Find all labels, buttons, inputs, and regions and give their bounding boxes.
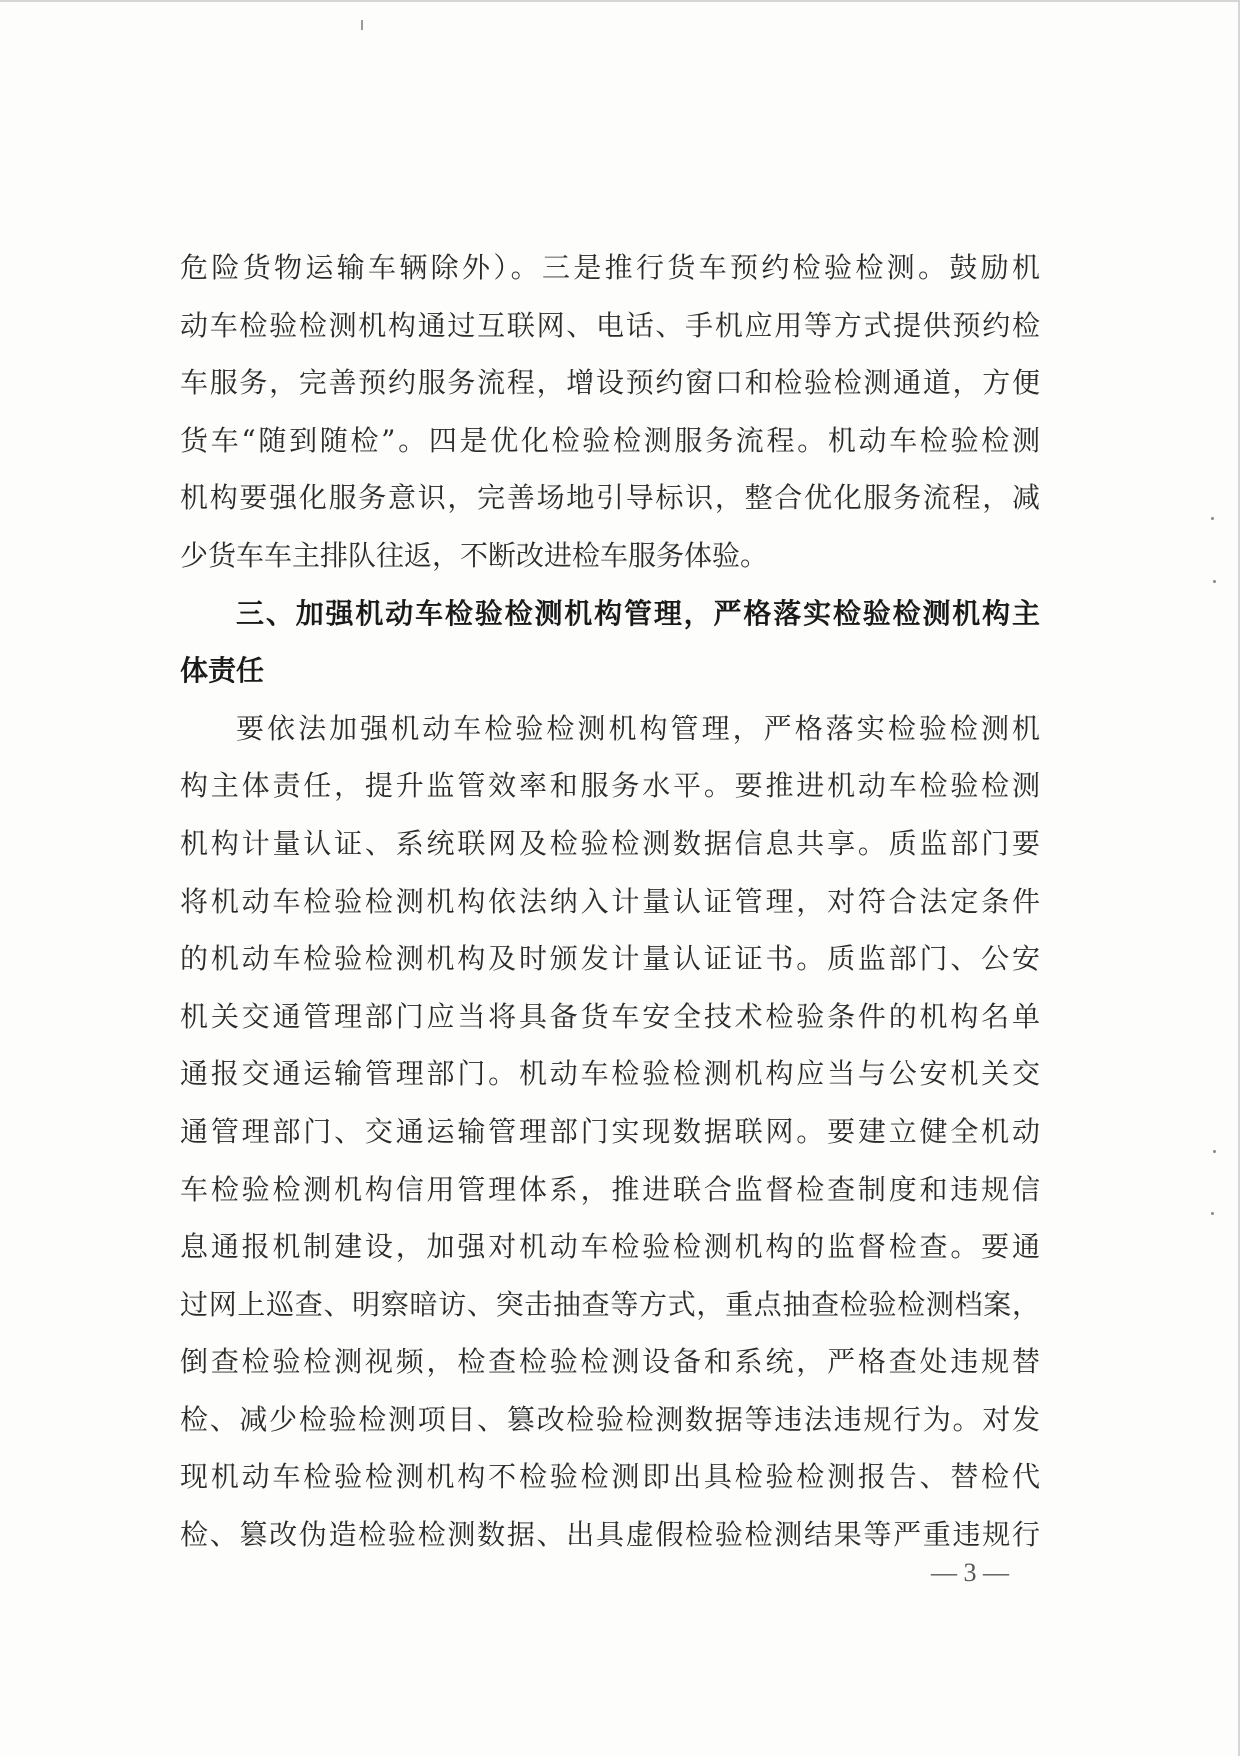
text-line: 将机动车检验检测机构依法纳入计量认证管理，对符合法定条件 — [180, 884, 1040, 918]
page-number: — 3 — — [931, 1558, 1009, 1587]
text-line: 检、篡改伪造检验检测数据、出具虚假检验检测结果等严重违规行 — [180, 1518, 1040, 1552]
text-line: 车检验检测机构信用管理体系，推进联合监督检查制度和违规信 — [180, 1172, 1040, 1206]
text-line: 机关交通管理部门应当将具备货车安全技术检验条件的机构名单 — [180, 999, 1040, 1033]
text-line: 通报交通运输管理部门。机动车检验检测机构应当与公安机关交 — [180, 1057, 1040, 1091]
paragraph-first-line: 要依法加强机动车检验检测机构管理，严格落实检验检测机 — [236, 711, 1040, 745]
text-line: 通管理部门、交通运输管理部门实现数据联网。要建立健全机动 — [180, 1114, 1040, 1148]
text-line: 过网上巡查、明察暗访、突击抽查等方式，重点抽查检验检测档案， — [180, 1287, 1040, 1321]
text-line: 息通报机制建设，加强对机动车检验检测机构的监督检查。要通 — [180, 1230, 1040, 1264]
document-body — [180, 239, 1040, 1564]
section-heading-continued: 体责任 — [180, 654, 265, 688]
section-heading: 三、加强机动车检验检测机构管理，严格落实检验检测机构主 — [236, 596, 1040, 630]
text-line: 动车检验检测机构通过互联网、电话、手机应用等方式提供预约检 — [180, 308, 1040, 342]
scan-speck — [1211, 1212, 1214, 1215]
text-line: 货车“随到随检”。四是优化检验检测服务流程。机动车检验检测 — [180, 423, 1040, 457]
text-line: 机构要强化服务意识，完善场地引导标识，整合优化服务流程，减 — [180, 481, 1040, 515]
text-line: 车服务，完善预约服务流程，增设预约窗口和检验检测通道，方便 — [180, 366, 1040, 400]
text-line: 现机动车检验检测机构不检验检测即出具检验检测报告、替检代 — [180, 1460, 1040, 1494]
text-line: 倒查检验检测视频，检查检验检测设备和系统，严格查处违规替 — [180, 1345, 1040, 1379]
scan-speck — [1213, 580, 1216, 583]
text-line: 的机动车检验检测机构及时颁发计量认证证书。质监部门、公安 — [180, 942, 1040, 976]
text-line: 构主体责任，提升监管效率和服务水平。要推进机动车检验检测 — [180, 769, 1040, 803]
text-line: 机构计量认证、系统联网及检验检测数据信息共享。质监部门要 — [180, 826, 1040, 860]
text-line: 少货车车主排队往返，不断改进检车服务体验。 — [180, 538, 769, 572]
scan-speck — [1213, 1150, 1216, 1153]
text-line: 检、减少检验检测项目、篡改检验检测数据等违法违规行为。对发 — [180, 1402, 1040, 1436]
scan-mark — [361, 20, 363, 30]
scan-speck — [1211, 517, 1214, 520]
text-line: 危险货物运输车辆除外）。三是推行货车预约检验检测。鼓励机 — [180, 251, 1040, 284]
